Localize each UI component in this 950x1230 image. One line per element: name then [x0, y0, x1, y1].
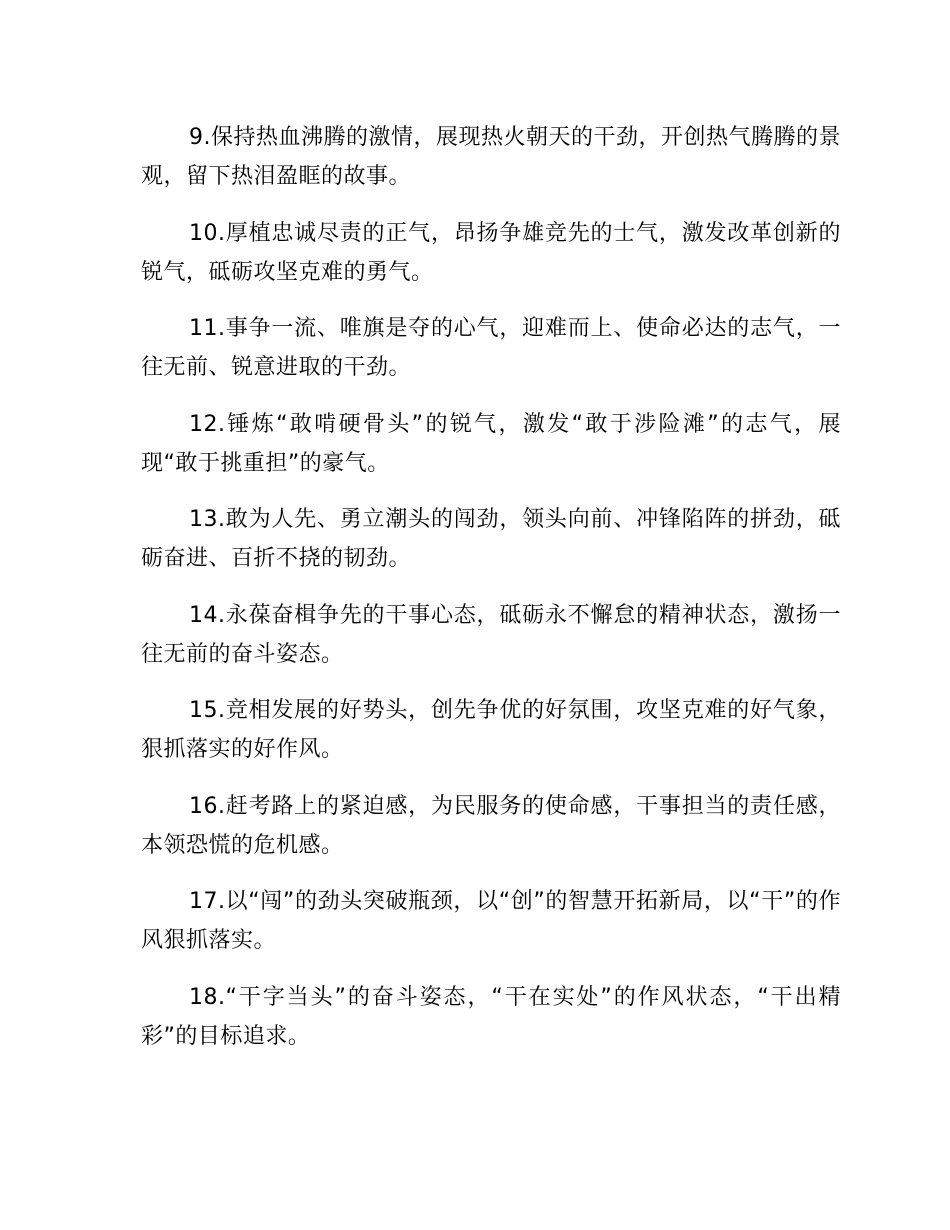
paragraph-12: 12.锤炼“敢啃硬骨头”的锐气，激发“敢于涉险滩”的志气，展现“敢于挑重担”的豪气。 — [141, 411, 841, 476]
paragraph-13: 13.敢为人先、勇立潮头的闯劲，领头向前、冲锋陷阵的拼劲，砥砺奋进、百折不挠的韧劲。 — [141, 507, 841, 571]
paragraph-14: 14.永葆奋楫争先的干事心态，砥砺永不懈怠的精神状态，激扬一往无前的奋斗姿态。 — [141, 602, 841, 667]
paragraph-18: 18.“干字当头”的奋斗姿态，“干在实处”的作风状态，“干出精彩”的目标追求。 — [141, 984, 841, 1049]
paragraph-16: 16.赶考路上的紧迫感，为民服务的使命感，干事担当的责任感，本领恐慌的危机感。 — [141, 793, 841, 858]
document-body — [141, 118, 841, 1073]
paragraph-17: 17.以“闯”的劲头突破瓶颈，以“创”的智慧开拓新局，以“干”的作风狠抓落实。 — [141, 889, 841, 953]
paragraph-9: 9.保持热血沸腾的激情，展现热火朝天的干劲，开创热气腾腾的景观，留下热泪盈眶的故事。 — [141, 125, 841, 189]
paragraph-15: 15.竞相发展的好势头，创先争优的好氛围，攻坚克难的好气象，狠抓落实的好作风。 — [141, 698, 841, 762]
paragraph-10: 10.厚植忠诚尽责的正气，昂扬争雄竞先的士气，激发改革创新的锐气，砥砺攻坚克难的勇气。 — [141, 220, 841, 285]
paragraph-11: 11.事争一流、唯旗是夺的心气，迎难而上、使命必达的志气，一往无前、锐意进取的干劲。 — [141, 316, 841, 380]
